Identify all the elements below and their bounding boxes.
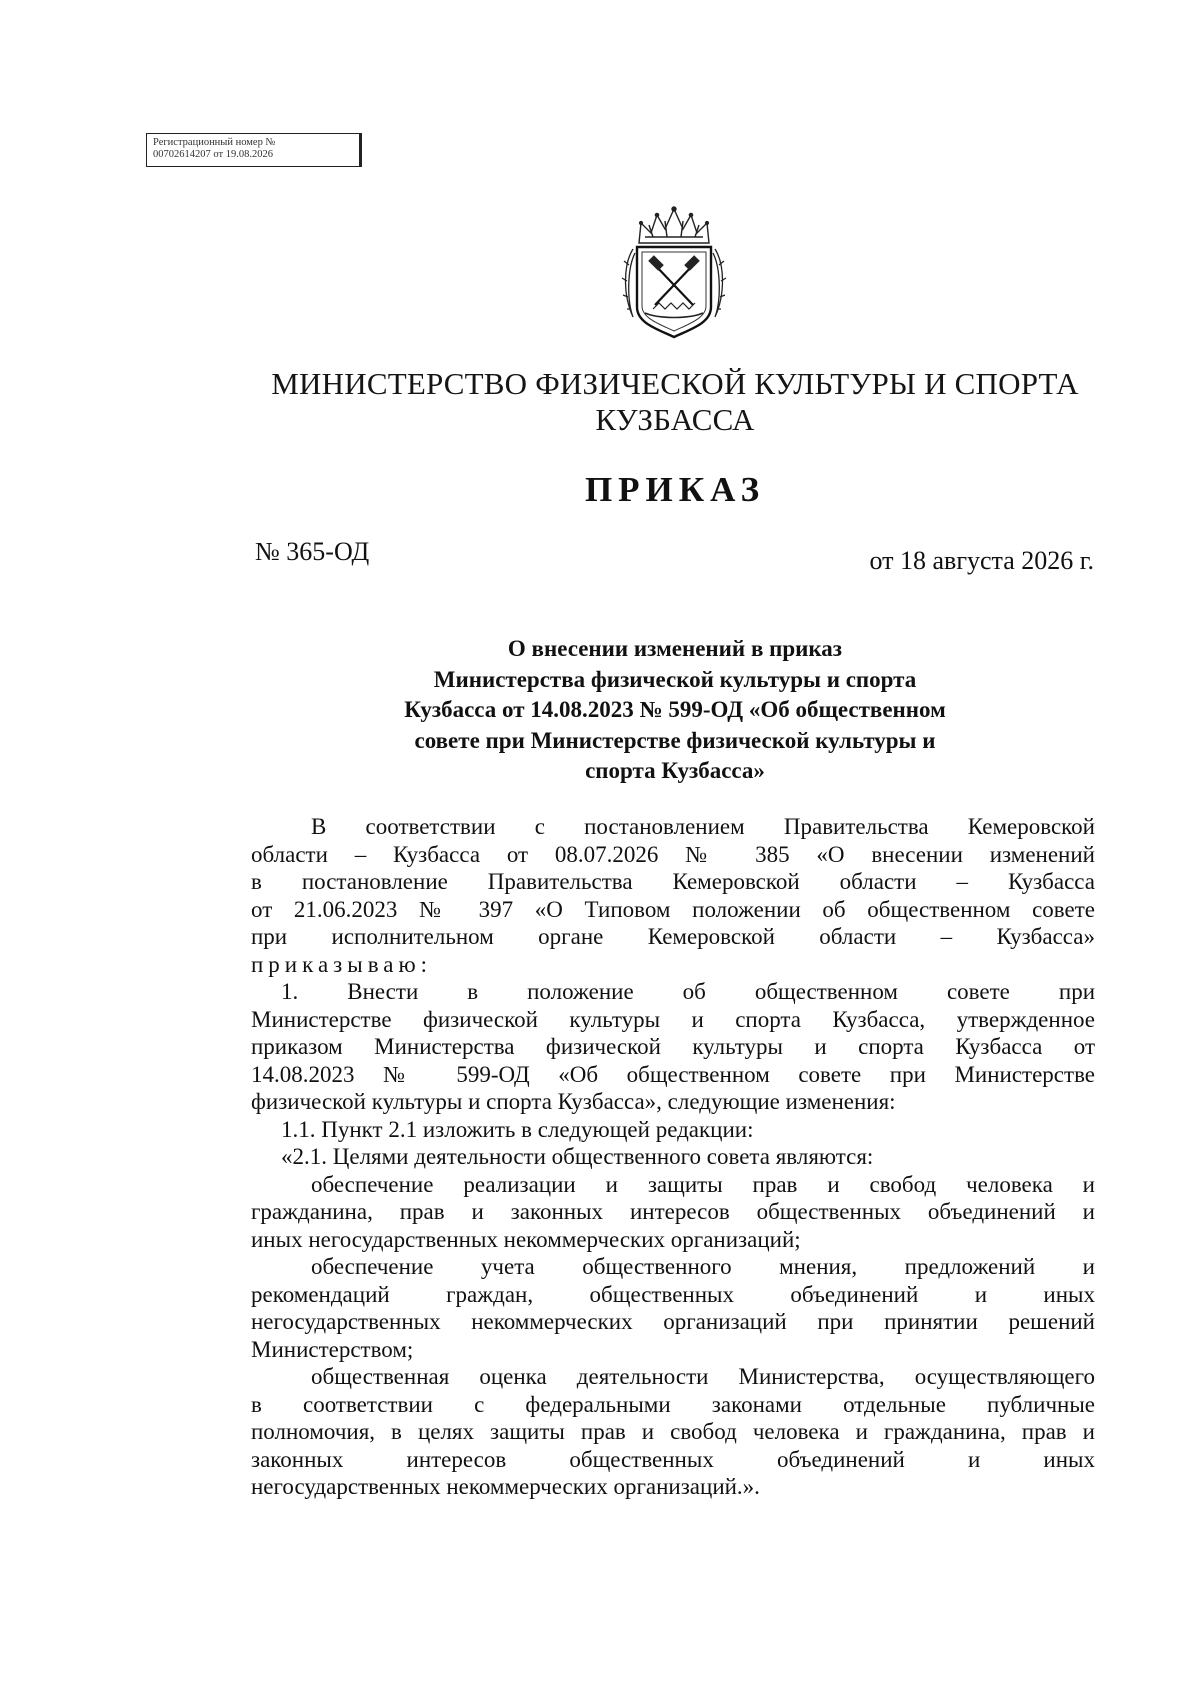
body-line: 14.08.2023 № 599-ОД «Об общественном совете при Министерстве [251, 1061, 1095, 1087]
body-line: обеспечение реализации и защиты прав и свобод человека и [311, 1171, 1095, 1197]
subject-line: спорта Кузбасса» [585, 758, 765, 783]
subject-line: О внесении изменений в приказ [507, 636, 843, 661]
order-date: от 18 августа 2026 г. [869, 546, 1094, 575]
body-line: полномочия, в целях защиты прав и свобод человека и гражданина, прав и [251, 1419, 1095, 1444]
body-line: В соответствии с постановлением Правительства Кемеровской [311, 814, 1095, 839]
body-line: гражданина, прав и законных интересов общественных объединений и [251, 1199, 1095, 1224]
order-subject [330, 634, 1020, 787]
subject-line: Министерства физической культуры и спорта [433, 666, 917, 692]
body-line: в постановление Правительства Кемеровской области – Кузбасса [251, 869, 1095, 894]
kuzbass-coat-of-arms-icon [619, 205, 729, 345]
registration-stamp [146, 133, 362, 167]
body-line: физической культуры и спорта Кузбасса», следующие изменения: [251, 1089, 896, 1114]
body-line: общественная оценка деятельности Министерства, осуществляющего [311, 1364, 1095, 1389]
body-line: в соответствии с федеральными законами отдельные публичные [251, 1391, 1095, 1417]
body-line: 1.1. Пункт 2.1 изложить в следующей редакции: [281, 1116, 754, 1142]
body-line: при исполнительном органе Кемеровской области – Кузбасса» [251, 924, 1095, 949]
ministry-name-line-1: МИНИСТЕРСТВО ФИЗИЧЕСКОЙ КУЛЬТУРЫ И СПОРТА [271, 366, 1079, 401]
body-line: иных негосударственных некоммерческих организаций; [251, 1226, 801, 1252]
body-line: законных интересов общественных объединений и иных [251, 1446, 1095, 1472]
body-line: от 21.06.2023 № 397 «О Типовом положении об общественном совете [251, 896, 1095, 922]
ministry-name-line-2: КУЗБАССА [595, 402, 755, 437]
body-line: 1. Внести в положение об общественном совете при [281, 979, 1095, 1004]
body-line: обеспечение учета общественного мнения, предложений и [311, 1254, 1095, 1279]
body-line: негосударственных некоммерческих организаций.». [251, 1474, 760, 1499]
stamp-line-1: Регистрационный номер № [153, 137, 276, 148]
order-number: № 365-ОД [255, 537, 370, 566]
body-line: приказом Министерства физической культуры и спорта Кузбасса от [251, 1034, 1095, 1059]
body-line: «2.1. Целями деятельности общественного совета являются: [281, 1144, 874, 1169]
body-line-order-word: приказываю: [251, 951, 433, 977]
body-line: негосударственных некоммерческих организаций при принятии решений [251, 1309, 1095, 1334]
body-line: рекомендаций граждан, общественных объединений и иных [251, 1281, 1095, 1307]
body-line: области – Кузбасса от 08.07.2026 № 385 «О внесении изменений [251, 841, 1095, 867]
order-body [251, 813, 1095, 1501]
document-type-title: ПРИКАЗ [584, 470, 766, 509]
subject-line: Кузбасса от 14.08.2023 № 599-ОД «Об общественном [404, 697, 946, 722]
subject-line: совете при Министерстве физической культуры и [414, 727, 936, 753]
stamp-line-2: 00702614207 от 19.08.2026 [153, 149, 273, 160]
body-line: Министерстве физической культуры и спорта Кузбасса, утвержденное [251, 1006, 1095, 1032]
body-line: Министерством; [251, 1336, 414, 1362]
